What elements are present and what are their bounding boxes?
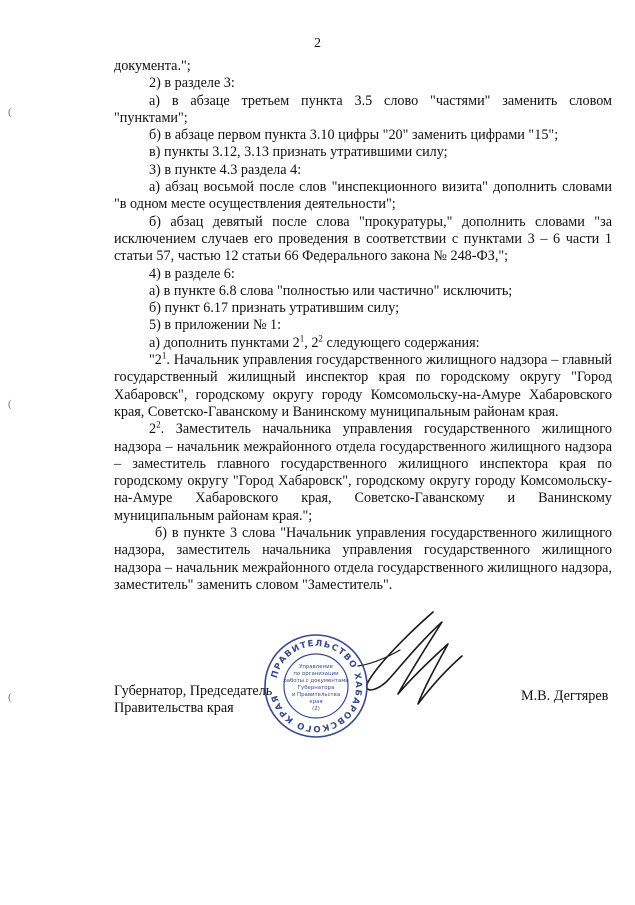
paragraph: 4) в разделе 6: [149, 265, 235, 282]
superscript: 2 [318, 333, 323, 344]
stamp-text-line: Губернатора [297, 685, 335, 691]
page-number: 2 [314, 36, 321, 51]
stamp-text-line: и Правительства [291, 692, 341, 698]
superscript: 1 [161, 350, 167, 361]
superscript: 2 [156, 419, 161, 430]
stamp-text-line: (2) [312, 706, 320, 712]
stamp-text-line: работы с документами [283, 678, 349, 684]
signatory-title-line: Правительства края [114, 700, 234, 716]
paragraph [114, 335, 612, 352]
paragraph: б) абзац девятый после слова "прокуратуры," дополнить словами "за исключением случаев его проведения в соответствии с пунктами 3 – 6 части 1 статьи 57, частью 12 статьи 66 Федерального закона № 248-ФЗ,"; [114, 213, 612, 265]
paragraph: а) в абзаце третьем пункта 3.5 слово "частями" заменить словом "пунктами"; [114, 92, 612, 126]
paragraph: в) пункты 3.12, 3.13 признать утратившими силу; [149, 144, 448, 161]
signatory-title-line: Губернатор, Председатель [114, 683, 273, 699]
paragraph: б) в абзаце первом пункта 3.10 цифры "20" заменить цифрами "15"; [149, 127, 559, 144]
margin-mark: ( [8, 106, 12, 118]
stamp-text-line: края [309, 699, 323, 705]
paragraph: б) в пункте 3 слова "Начальник управления государственного жилищного надзора, заместитель начальника управления государственного жилищного надзора – начальник межрайонного отдела государственного жилищного надзора, заместитель" заменить словом "Заместитель". [114, 525, 612, 593]
superscript: 1 [299, 333, 305, 344]
paragraph: а) абзац восьмой после слов "инспекционного визита" дополнить словами "в одном месте осуществления деятельности"; [114, 179, 612, 213]
paragraph: а) в пункте 6.8 слова "полностью или частично" исключить; [149, 282, 513, 299]
document-body [114, 58, 612, 594]
stamp-ring-text: ПРАВИТЕЛЬСТВО ХАБАРОВСКОГО КРАЯ [269, 638, 364, 734]
text-span: "2 [149, 352, 162, 369]
text-span: следующего содержания: [322, 334, 480, 351]
paragraph [114, 421, 612, 525]
paragraph: 5) в приложении № 1: [149, 317, 282, 334]
margin-mark: ( [8, 691, 12, 703]
margin-mark: ( [8, 398, 12, 410]
stamp-text-line: по организации [293, 671, 339, 677]
text-span: 2 [149, 421, 157, 438]
official-stamp [262, 632, 370, 740]
signatory-name: М.В. Дегтярев [521, 688, 609, 704]
text-span: , 2 [304, 334, 319, 351]
text-span: . Заместитель начальника управления государственного жилищного надзора – начальник межрайонного отдела государственного жилищного надзора – заместитель главного государственного жилищного инспектора края по городскому округу "Город Хабаровск", городскому округу городу Комсомольску-на-Амуре Хабаровского края, Советско-Гаванскому и Ванинскому муниципальным районам края."; [114, 421, 612, 524]
stamp-center-text [283, 664, 349, 712]
paragraph: 3) в пункте 4.3 раздела 4: [149, 161, 302, 178]
stamp-text-line: Управление [299, 664, 333, 670]
paragraph [114, 352, 612, 421]
text-span: . Начальник управления государственного жилищного надзора – главный государственный жилищный инспектор края по городскому округу "Город Хабаровск", городскому округу городу Комсомольску-на-Амуре Хабаровского края, Советско-Гаванскому и Ванинскому муниципальным районам края. [114, 352, 612, 420]
paragraph: документа."; [114, 58, 191, 74]
text-span: а) дополнить пунктами 2 [149, 334, 300, 351]
paragraph: 2) в разделе 3: [149, 75, 235, 92]
paragraph: б) пункт 6.17 признать утратившим силу; [149, 300, 400, 317]
signatory-title [114, 683, 272, 717]
